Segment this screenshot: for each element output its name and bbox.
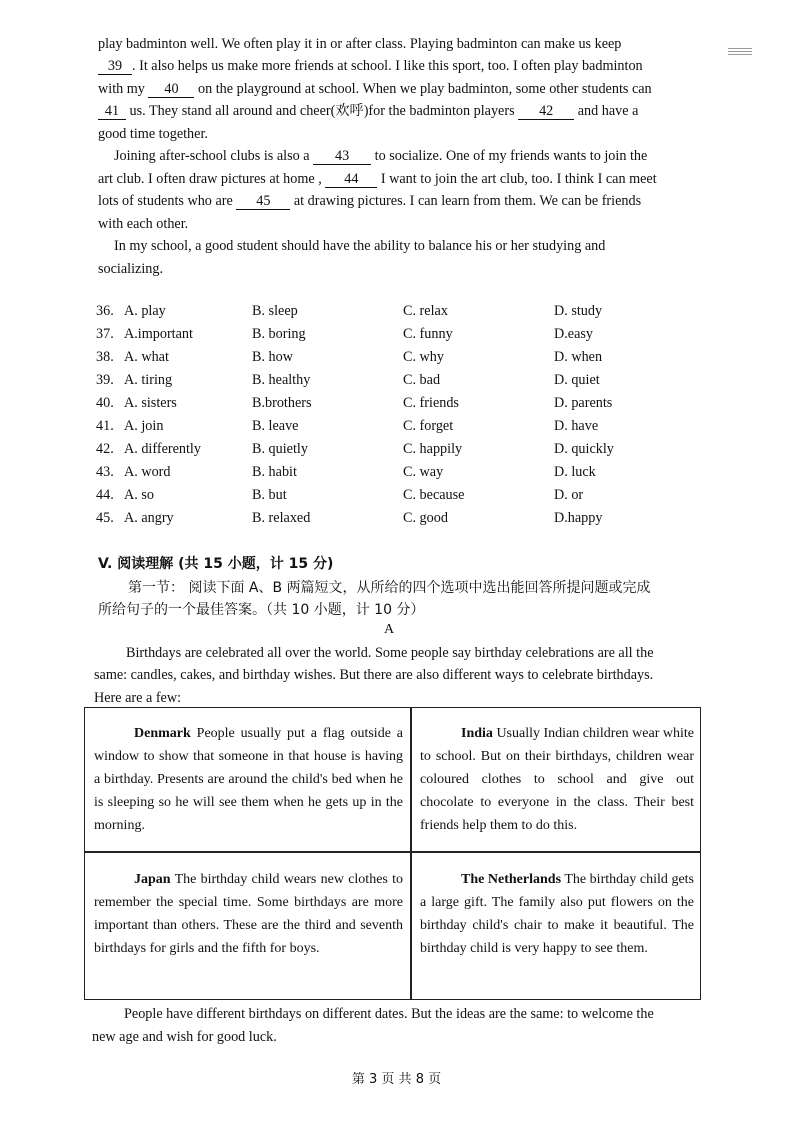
passage-text: to socialize. One of my friends wants to join the bbox=[374, 148, 648, 164]
reading-intro-1: Birthdays are celebrated all over the world. Some people say birthday celebrations are all the bbox=[126, 645, 654, 661]
birthday-table bbox=[84, 707, 701, 1000]
blank-41: 41 bbox=[98, 103, 126, 120]
passage-text: art club. I often draw pictures at home , bbox=[98, 171, 322, 187]
option-b: B.brothers bbox=[252, 395, 312, 411]
country-denmark: Denmark bbox=[134, 726, 191, 741]
option-c: C. because bbox=[403, 487, 465, 503]
option-d: D.easy bbox=[554, 326, 594, 342]
option-row bbox=[96, 418, 716, 438]
cell-japan bbox=[94, 868, 403, 960]
reading-outro-1: People have different birthdays on different dates. But the ideas are the same: to welcome the bbox=[124, 1006, 654, 1022]
passage-label: A bbox=[384, 622, 395, 637]
option-d: D. luck bbox=[554, 464, 596, 480]
option-a: A. play bbox=[124, 303, 166, 319]
passage-line-7 bbox=[98, 170, 657, 188]
question-number: 43. bbox=[96, 464, 114, 480]
option-c: C. good bbox=[403, 510, 448, 526]
option-row bbox=[96, 349, 716, 369]
option-a: A. join bbox=[124, 418, 164, 434]
country-india: India bbox=[461, 726, 493, 741]
question-number: 44. bbox=[96, 487, 114, 503]
option-a: A. so bbox=[124, 487, 154, 503]
reading-intro-2: same: candles, cakes, and birthday wishes. But there are also different ways to celebrate birthdays. bbox=[94, 667, 654, 683]
passage-text: us. They stand all around and cheer(欢呼)for the badminton players bbox=[129, 103, 515, 119]
question-number: 36. bbox=[96, 303, 114, 319]
netherlands-text: The birthday child gets a large gift. The family also put flowers on the birthday child's chair to make it beautiful. The birthday child is very happy to see them. bbox=[420, 872, 695, 956]
blank-40: 40 bbox=[148, 81, 194, 98]
option-row bbox=[96, 395, 716, 415]
option-a: A. word bbox=[124, 464, 171, 480]
passage-text: lots of students who are bbox=[98, 193, 233, 209]
section-instruction-1: 第一节： 阅读下面 A、B 两篇短文，从所给的四个选项中选出能回答所提问题或完成 bbox=[128, 580, 651, 596]
option-b: B. sleep bbox=[252, 303, 298, 319]
option-b: B. boring bbox=[252, 326, 306, 342]
option-c: C. why bbox=[403, 349, 444, 365]
option-row bbox=[96, 326, 716, 346]
blank-44: 44 bbox=[325, 171, 377, 188]
cell-netherlands bbox=[420, 868, 694, 960]
option-c: C. way bbox=[403, 464, 444, 480]
blank-45: 45 bbox=[236, 193, 290, 210]
option-row bbox=[96, 441, 716, 461]
table-divider-vertical bbox=[410, 708, 412, 999]
section-instruction-2: 所给句子的一个最佳答案。（共 10 小题，计 10 分） bbox=[98, 602, 425, 618]
option-b: B. quietly bbox=[252, 441, 308, 457]
passage-line-8 bbox=[98, 192, 641, 210]
option-a: A. tiring bbox=[124, 372, 173, 388]
section-title: V. 阅读理解 (共 15 小题，计 15 分) bbox=[98, 556, 334, 572]
option-row bbox=[96, 510, 716, 530]
option-row bbox=[96, 372, 716, 392]
option-a: A. angry bbox=[124, 510, 174, 526]
reading-intro-3: Here are a few: bbox=[94, 690, 182, 706]
option-c: C. happily bbox=[403, 441, 463, 457]
passage-line-10: In my school, a good student should have the ability to balance his or her studying and bbox=[114, 238, 606, 254]
page-footer: 第 3 页 共 8 页 bbox=[351, 1072, 442, 1087]
option-b: B. relaxed bbox=[252, 510, 311, 526]
blank-42: 42 bbox=[518, 103, 574, 120]
passage-text: Joining after-school clubs is also a bbox=[114, 148, 310, 164]
blank-43: 43 bbox=[313, 148, 371, 165]
option-d: D. parents bbox=[554, 395, 613, 411]
passage-text: I want to join the art club, too. I think I can meet bbox=[380, 171, 657, 187]
option-d: D.happy bbox=[554, 510, 603, 526]
question-number: 45. bbox=[96, 510, 114, 526]
blank-39: 39 bbox=[98, 58, 132, 75]
japan-text: The birthday child wears new clothes to remember the special time. Some birthdays are more important than others. These are the third and seventh birthdays for girls and the fifth for boys. bbox=[94, 872, 403, 956]
cell-denmark bbox=[94, 722, 403, 837]
india-text: Usually Indian children wear white to school. But on their birthdays, children wear coloured clothes to school and give out chocolate to everyone in the class. Their best friends help them to do this. bbox=[420, 726, 694, 833]
option-c: C. relax bbox=[403, 303, 448, 319]
passage-line-5: good time together. bbox=[98, 126, 208, 142]
passage-line-1: play badminton well. We often play it in or after class. Playing badminton can make us keep bbox=[98, 36, 622, 52]
passage-line-4 bbox=[98, 102, 638, 120]
option-a: A. what bbox=[124, 349, 169, 365]
option-row bbox=[96, 487, 716, 507]
reading-outro-2: new age and wish for good luck. bbox=[92, 1029, 277, 1045]
option-b: B. healthy bbox=[252, 372, 311, 388]
option-d: D. or bbox=[554, 487, 584, 503]
cell-india bbox=[420, 722, 694, 837]
question-number: 38. bbox=[96, 349, 114, 365]
passage-text: with my bbox=[98, 81, 145, 97]
option-c: C. forget bbox=[403, 418, 454, 434]
option-a: A. differently bbox=[124, 441, 201, 457]
option-a: A.important bbox=[124, 326, 193, 342]
option-c: C. bad bbox=[403, 372, 441, 388]
option-d: D. have bbox=[554, 418, 599, 434]
option-b: B. habit bbox=[252, 464, 297, 480]
passage-line-2 bbox=[98, 57, 643, 75]
question-number: 40. bbox=[96, 395, 114, 411]
passage-text: . It also helps us make more friends at school. I like this sport, too. I often play badminton bbox=[132, 58, 643, 74]
option-row bbox=[96, 303, 716, 323]
question-number: 42. bbox=[96, 441, 114, 457]
denmark-text: People usually put a flag outside a window to show that someone in that house is having a birthday. Presents are around the child's bed when he is sleeping so he will see them when he gets up in the morning. bbox=[94, 726, 404, 833]
option-d: D. study bbox=[554, 303, 603, 319]
passage-text: and have a bbox=[577, 103, 639, 119]
country-netherlands: The Netherlands bbox=[461, 872, 562, 887]
passage-text: at drawing pictures. I can learn from them. We can be friends bbox=[293, 193, 642, 209]
question-number: 37. bbox=[96, 326, 114, 342]
question-number: 41. bbox=[96, 418, 114, 434]
option-d: D. quickly bbox=[554, 441, 614, 457]
country-japan: Japan bbox=[134, 872, 171, 887]
option-d: D. when bbox=[554, 349, 603, 365]
scan-mark bbox=[728, 48, 752, 55]
option-b: B. but bbox=[252, 487, 287, 503]
passage-text: on the playground at school. When we play badminton, some other students can bbox=[198, 81, 652, 97]
passage-line-6 bbox=[114, 147, 647, 165]
passage-line-11: socializing. bbox=[98, 261, 164, 277]
passage-line-3 bbox=[98, 80, 652, 98]
passage-line-9: with each other. bbox=[98, 216, 189, 232]
option-a: A. sisters bbox=[124, 395, 177, 411]
option-b: B. how bbox=[252, 349, 293, 365]
question-number: 39. bbox=[96, 372, 114, 388]
option-b: B. leave bbox=[252, 418, 299, 434]
table-divider-horizontal bbox=[85, 851, 700, 853]
option-c: C. friends bbox=[403, 395, 459, 411]
option-d: D. quiet bbox=[554, 372, 600, 388]
option-row bbox=[96, 464, 716, 484]
option-c: C. funny bbox=[403, 326, 453, 342]
